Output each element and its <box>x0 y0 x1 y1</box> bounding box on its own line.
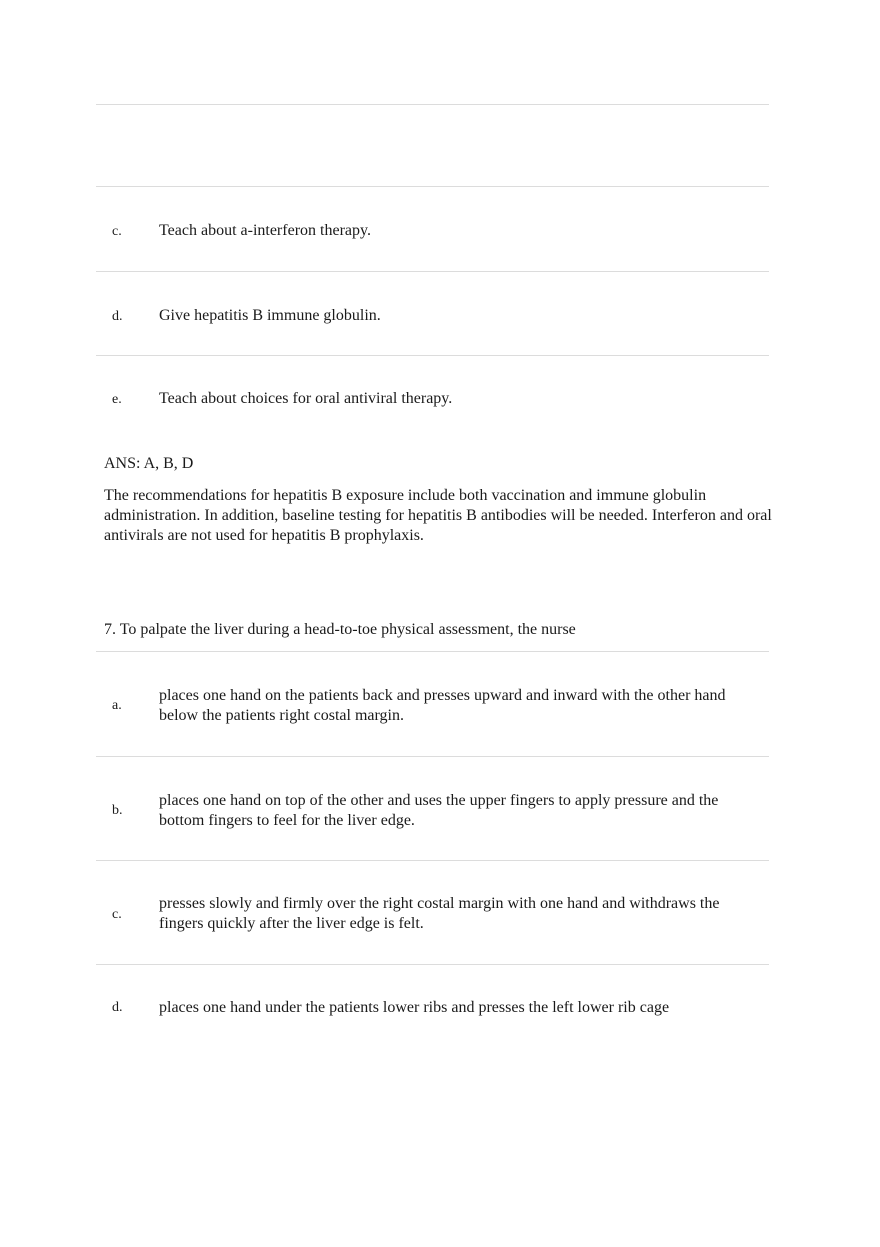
rationale: The recommendations for hepatitis B exposure include both vaccination and immune globulin administration. In addition, baseline testing for hepatitis B antibodies will be needed. Interferon and oral antivirals are not used for hepatitis B prophylaxis. <box>104 487 772 544</box>
option-letter: e. <box>112 392 122 407</box>
option-letter: d. <box>112 1000 123 1015</box>
option-text: Give hepatitis B immune globulin. <box>159 307 381 324</box>
divider <box>96 271 769 272</box>
option-letter: a. <box>112 698 122 713</box>
option-letter: c. <box>112 224 122 239</box>
option-text: Teach about a-interferon therapy. <box>159 222 371 239</box>
divider <box>96 186 769 187</box>
divider <box>96 104 769 105</box>
divider <box>96 860 769 861</box>
option-letter: d. <box>112 309 123 324</box>
divider <box>96 964 769 965</box>
divider <box>96 355 769 356</box>
option-letter: c. <box>112 907 122 922</box>
option-text: places one hand under the patients lower ribs and presses the left lower rib cage <box>159 999 670 1016</box>
divider <box>96 756 769 757</box>
option-letter: b. <box>112 803 123 818</box>
answer-key: ANS: A, B, D <box>104 455 194 472</box>
option-text: presses slowly and firmly over the right costal margin with one hand and withdraws the fingers quickly after the liver edge is felt. <box>159 895 720 932</box>
option-text: places one hand on the patients back and presses upward and inward with the other hand below the patients right costal margin. <box>159 687 726 724</box>
question-stem: 7. To palpate the liver during a head-to-toe physical assessment, the nurse <box>104 621 576 638</box>
option-text: Teach about choices for oral antiviral therapy. <box>159 390 453 407</box>
option-text: places one hand on top of the other and uses the upper fingers to apply pressure and the bottom fingers to feel for the liver edge. <box>159 792 719 829</box>
divider <box>96 651 769 652</box>
